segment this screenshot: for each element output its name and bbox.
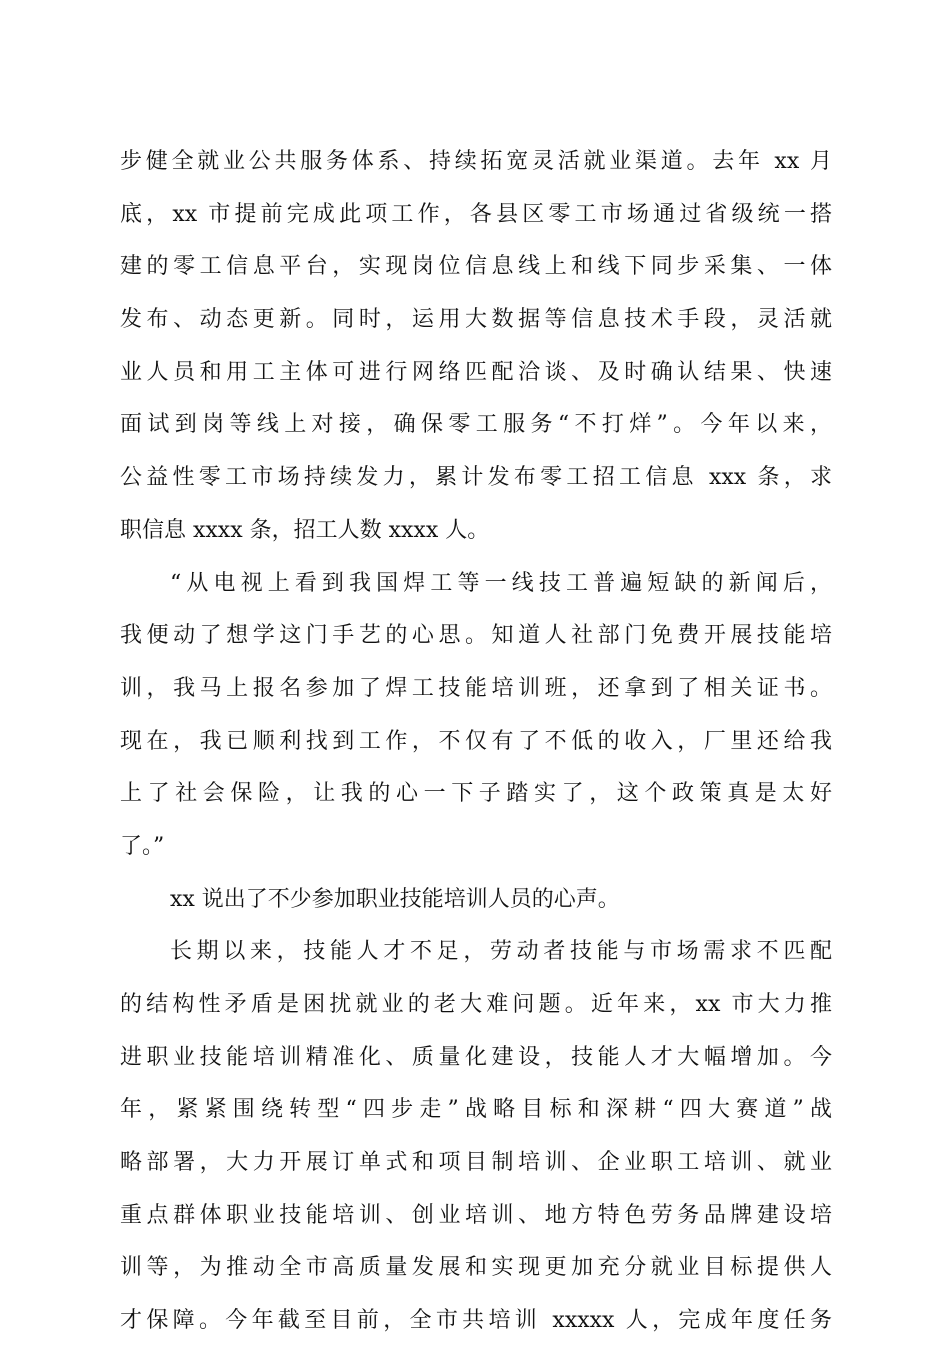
text-line: 训等，为推动全市高质量发展和实现更加充分就业目标提供人 xyxy=(120,1255,832,1281)
text-line: 公益性零工市场持续发力，累计发布零工招工信息 xxx 条，求 xyxy=(120,465,832,491)
text-line: 年，紧紧围绕转型“四步走”战略目标和深耕“四大赛道”战 xyxy=(120,1097,832,1123)
text-line: xx 说出了不少参加职业技能培训人员的心声。 xyxy=(170,886,620,912)
text-line: 才保障。今年截至目前，全市共培训 xxxxx 人，完成年度任务 xyxy=(120,1308,832,1334)
text-line: 长期以来，技能人才不足，劳动者技能与市场需求不匹配 xyxy=(170,939,832,965)
text-line: 了。” xyxy=(120,833,165,859)
text-line: 底，xx 市提前完成此项工作，各县区零工市场通过省级统一搭 xyxy=(120,201,832,227)
paragraph-employment-service xyxy=(120,136,832,558)
text-line: 上了社会保险，让我的心一下子踏实了，这个政策真是太好 xyxy=(120,781,832,807)
paragraph-worker-quote xyxy=(120,558,832,874)
text-line: 职信息 xxxx 条，招工人数 xxxx 人。 xyxy=(120,517,490,543)
text-line: 进职业技能培训精准化、质量化建设，技能人才大幅增加。今 xyxy=(120,1044,832,1070)
text-line: “从电视上看到我国焊工等一线技工普遍短缺的新闻后， xyxy=(170,570,832,596)
text-line: 训，我马上报名参加了焊工技能培训班，还拿到了相关证书。 xyxy=(120,675,832,701)
text-line: 建的零工信息平台，实现岗位信息线上和线下同步采集、一体 xyxy=(120,254,832,280)
text-line: 略部署，大力开展订单式和项目制培训、企业职工培训、就业 xyxy=(120,1150,832,1176)
text-line: 的结构性矛盾是困扰就业的老大难问题。近年来，xx 市大力推 xyxy=(120,992,832,1017)
paragraph-skills-training xyxy=(120,926,832,1348)
text-line: 面试到岗等线上对接，确保零工服务“不打烊”。今年以来， xyxy=(120,412,832,438)
text-line: 发布、动态更新。同时，运用大数据等信息技术手段，灵活就 xyxy=(120,307,832,333)
text-line: 重点群体职业技能培训、创业培训、地方特色劳务品牌建设培 xyxy=(120,1202,832,1228)
text-line: 现在，我已顺利找到工作，不仅有了不低的收入，厂里还给我 xyxy=(120,728,832,754)
text-line: 业人员和用工主体可进行网络匹配洽谈、及时确认结果、快速 xyxy=(120,359,832,385)
text-line: 步健全就业公共服务体系、持续拓宽灵活就业渠道。去年 xx 月 xyxy=(120,149,832,174)
document-body xyxy=(120,136,832,1348)
paragraph-voice-summary xyxy=(120,874,832,927)
text-line: 我便动了想学这门手艺的心思。知道人社部门免费开展技能培 xyxy=(120,623,832,649)
